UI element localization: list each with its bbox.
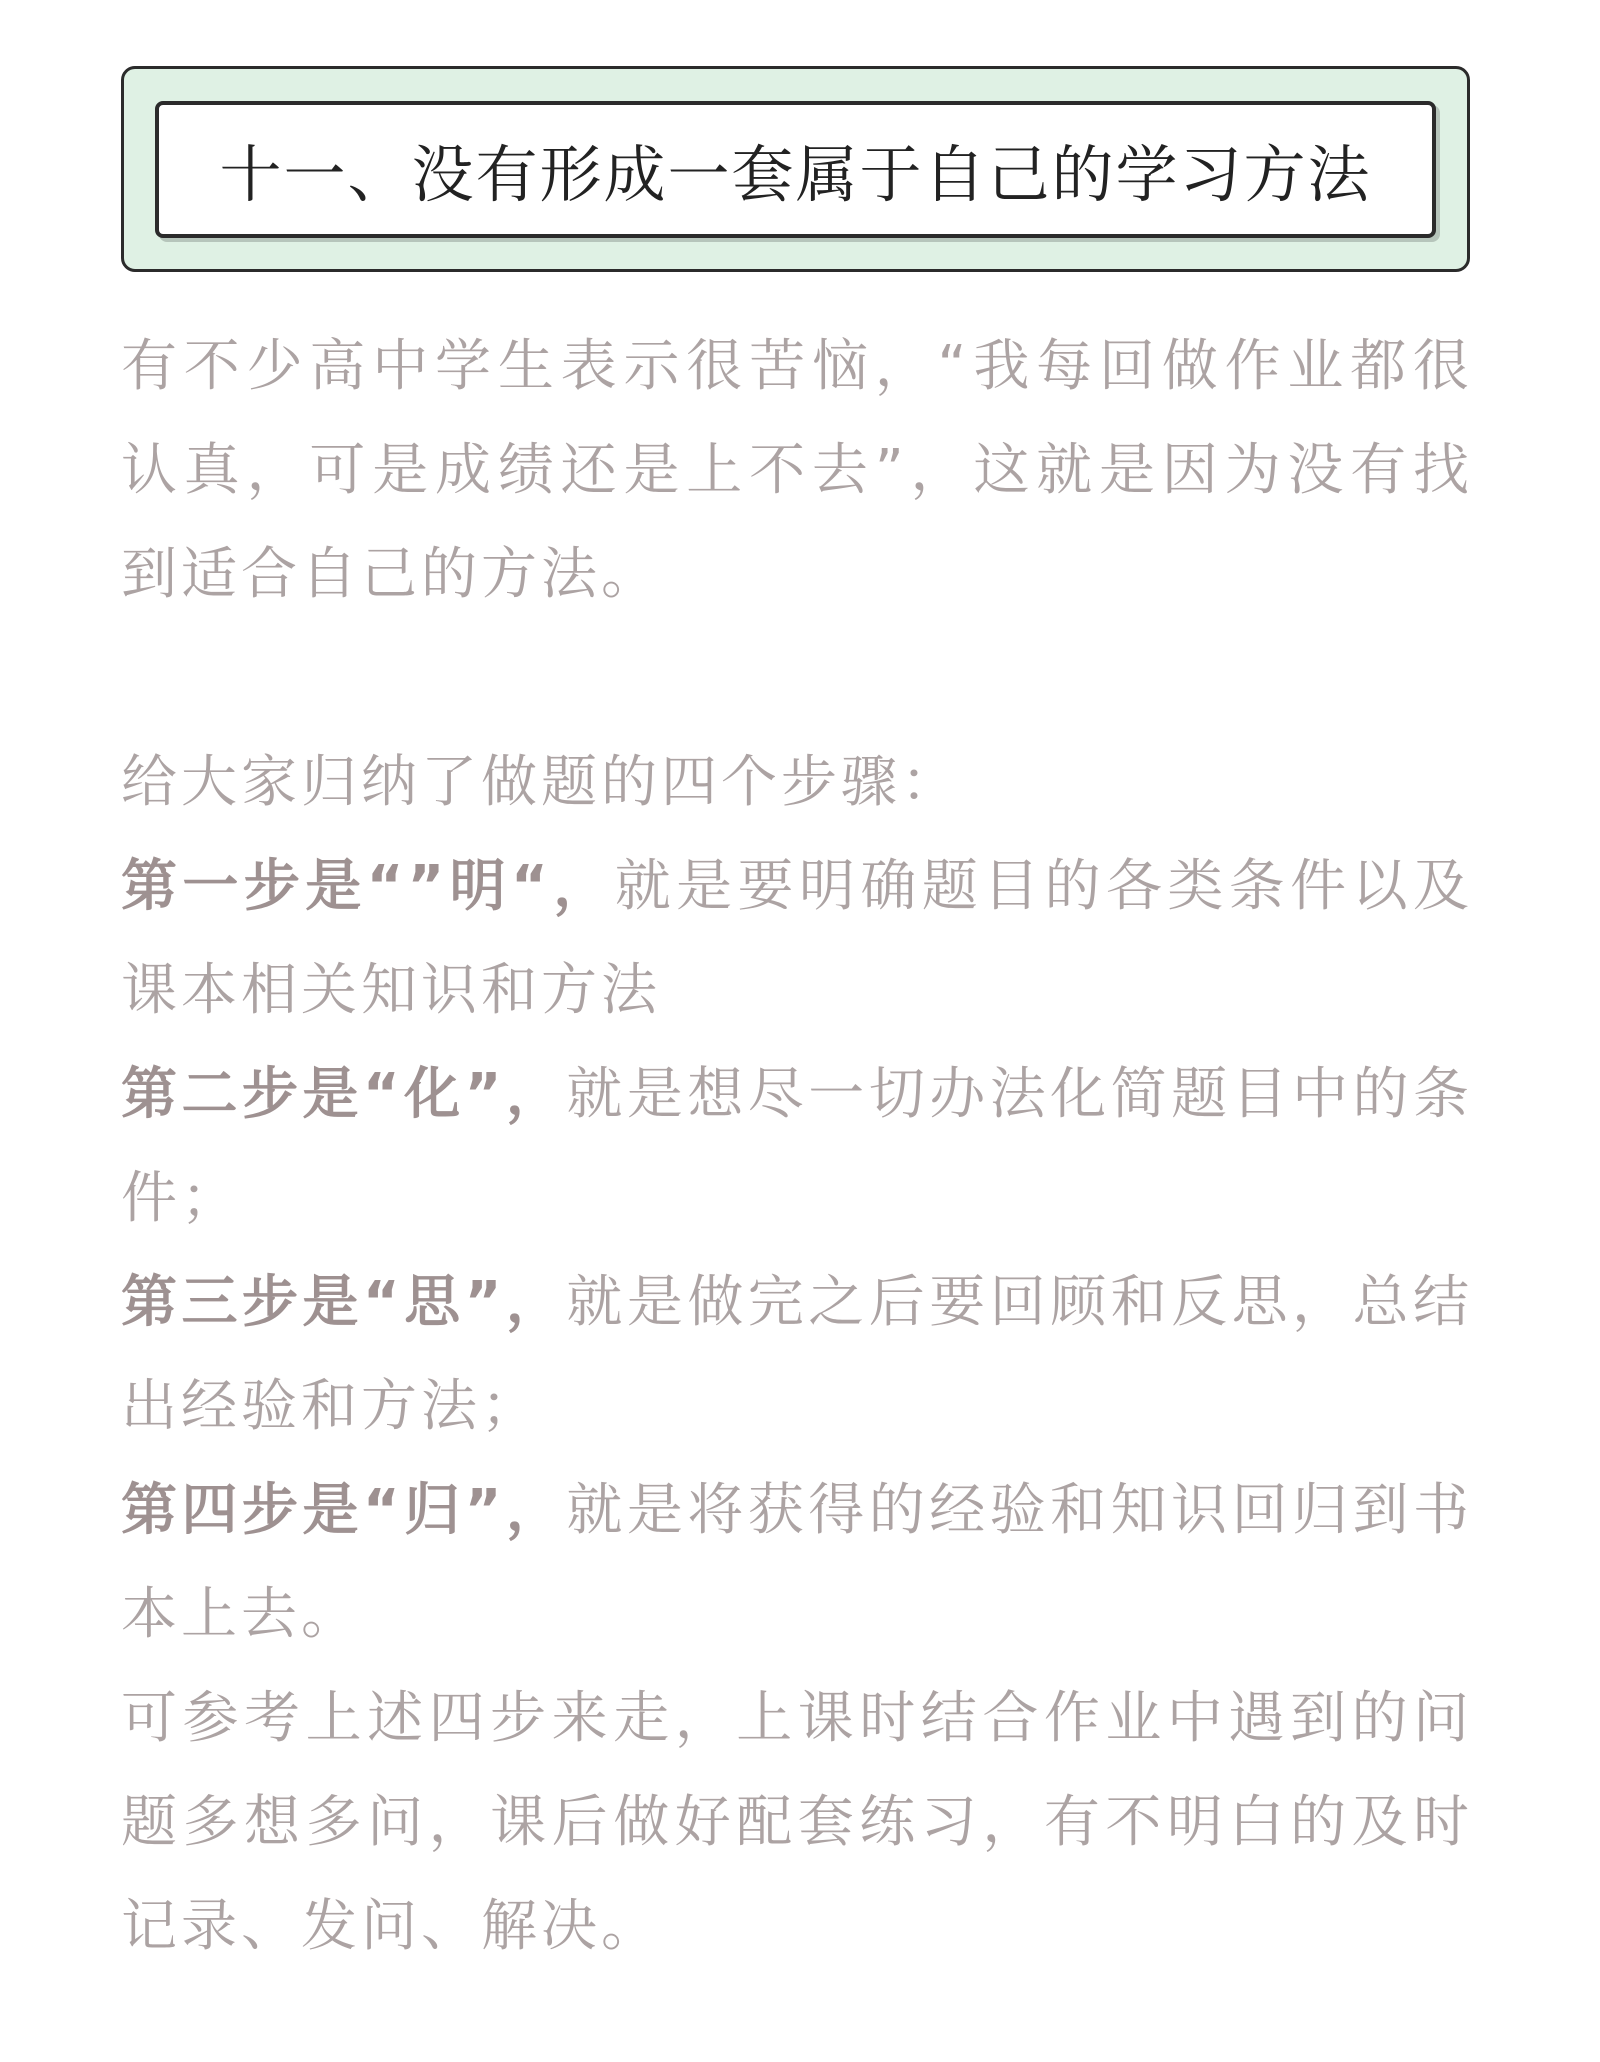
article-body [121,315,1473,1979]
steps-lead: 给大家归纳了做题的四个步骤： [121,750,961,815]
step-item-4 [121,1459,1473,1667]
step-text: 就是做完之后要回顾和反思，总结出经验和方法； [121,1270,1474,1439]
step-text: 就是将获得的经验和知识回归到书本上去。 [121,1478,1474,1647]
paragraph-spacer [121,627,1473,731]
step-heading: 第四步是“归”， [121,1478,567,1543]
intro-paragraph: 有不少高中学生表示很苦恼，“我每回做作业都很认真，可是成绩还是上不去”，这就是因为没有找到适合自己的方法。 [121,334,1473,607]
step-item-1 [121,835,1473,1043]
step-heading: 第一步是“”明“， [121,854,615,919]
step-item-2 [121,1043,1473,1251]
title-banner [155,101,1436,238]
step-heading: 第三步是“思”， [121,1270,567,1335]
section-title: 十一、没有形成一套属于自己的学习方法 [219,138,1372,211]
closing-paragraph: 可参考上述四步来走，上课时结合作业中遇到的问题多想多问，课后做好配套练习，有不明白的及时记录、发问、解决。 [121,1686,1473,1959]
step-text: 就是要明确题目的各类条件以及课本相关知识和方法 [121,854,1473,1023]
step-item-3 [121,1251,1473,1459]
step-heading: 第二步是“化”， [121,1062,567,1127]
step-text: 就是想尽一切办法化简题目中的条件； [121,1062,1474,1231]
